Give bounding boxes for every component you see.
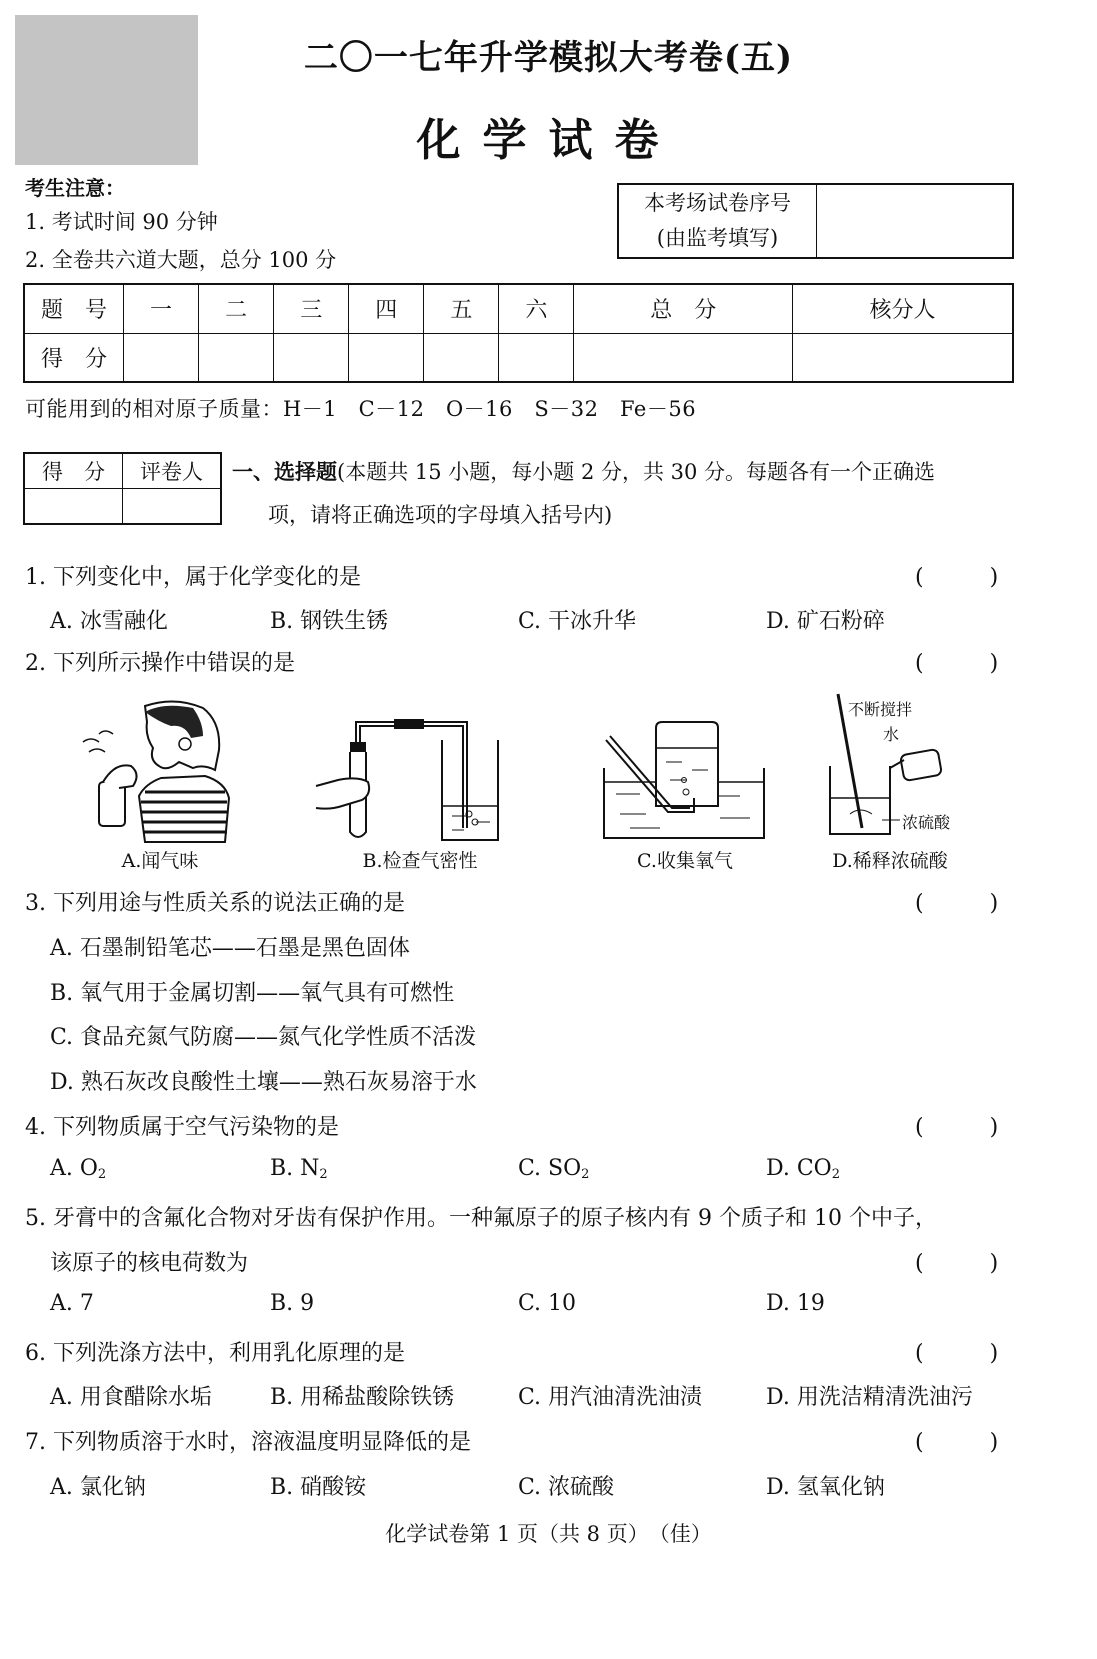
figure-label: B.检查气密性 <box>362 850 478 872</box>
score-header: 题 号 <box>24 284 124 333</box>
seat-label-2: (由监考填写) <box>656 226 779 250</box>
option[interactable]: D. 氢氧化钠 <box>766 1475 885 1500</box>
question-stem: 6. 下列洗涤方法中，利用乳化原理的是 <box>25 1341 405 1366</box>
score-header: 总 分 <box>574 284 793 333</box>
option[interactable]: A. 冰雪融化 <box>50 609 168 634</box>
question-stem-cont: 该原子的核电荷数为 <box>50 1251 249 1276</box>
score-cell[interactable] <box>424 333 499 382</box>
option[interactable]: C. $SO_2$ <box>518 1156 590 1182</box>
option[interactable]: A. $O_2$ <box>50 1156 107 1182</box>
seat-number-field[interactable] <box>817 184 1014 258</box>
section-name: 一、选择题 <box>232 459 337 484</box>
seat-number-box <box>617 183 1014 259</box>
option[interactable]: D. 熟石灰改良酸性土壤——熟石灰易溶于水 <box>50 1070 477 1095</box>
option[interactable]: A. 石墨制铅笔芯——石墨是黑色固体 <box>50 936 410 961</box>
subject-title: 化学试卷 <box>416 115 681 166</box>
option[interactable]: D. 矿石粉碎 <box>766 609 885 634</box>
answer-paren[interactable]: ( ) <box>915 651 999 676</box>
option[interactable]: B. 用稀盐酸除铁锈 <box>270 1385 455 1410</box>
section-desc-2: 项，请将正确选项的字母填入括号内) <box>268 503 613 527</box>
airtight-check-illustration <box>312 710 502 845</box>
question-stem: 5. 牙膏中的含氟化合物对牙齿有保护作用。一种氟原子的原子核内有 9 个质子和 10 个中子， <box>25 1206 937 1231</box>
option[interactable]: D. $CO_2$ <box>766 1156 840 1182</box>
score-header: 六 <box>499 284 574 333</box>
oxygen-collection-illustration <box>600 718 770 840</box>
grader-header: 得 分 <box>24 453 123 488</box>
smell-illustration <box>75 692 235 844</box>
score-header: 五 <box>424 284 499 333</box>
option[interactable]: C. 用汽油清洗油渍 <box>518 1385 703 1410</box>
option[interactable]: B. $N_2$ <box>270 1156 328 1182</box>
seat-label-1: 本考场试卷序号 <box>644 191 791 215</box>
option[interactable]: A. 氯化钠 <box>50 1475 146 1500</box>
option[interactable]: A. 用食醋除水垢 <box>50 1385 212 1410</box>
notes-heading: 考生注意： <box>25 176 125 200</box>
score-cell[interactable] <box>499 333 574 382</box>
question-stem: 4. 下列物质属于空气污染物的是 <box>25 1115 339 1140</box>
section-grader-box <box>23 452 222 525</box>
score-cell[interactable] <box>274 333 349 382</box>
option[interactable]: A. 7 <box>50 1291 94 1316</box>
answer-paren[interactable]: ( ) <box>915 1341 999 1366</box>
answer-paren[interactable]: ( ) <box>915 1251 999 1276</box>
option[interactable]: B. 钢铁生锈 <box>270 609 389 634</box>
score-table <box>23 283 1014 383</box>
option[interactable]: C. 10 <box>518 1291 577 1316</box>
option[interactable]: B. 氧气用于金属切割——氧气具有可燃性 <box>50 981 455 1006</box>
option[interactable]: D. 19 <box>766 1291 825 1316</box>
figure-label: D.稀释浓硫酸 <box>832 850 948 872</box>
score-cell[interactable] <box>124 333 199 382</box>
score-row-label: 得 分 <box>24 333 124 382</box>
option[interactable]: C. 干冰升华 <box>518 609 637 634</box>
grader-name-cell[interactable] <box>123 488 222 524</box>
option[interactable]: C. 浓硫酸 <box>518 1475 615 1500</box>
grader-header: 评卷人 <box>123 453 222 488</box>
note-item: 2. 全卷共六道大题，总分 100 分 <box>25 248 337 272</box>
score-header: 四 <box>349 284 424 333</box>
question-stem: 3. 下列用途与性质关系的说法正确的是 <box>25 891 405 916</box>
score-cell[interactable] <box>793 333 1013 382</box>
answer-paren[interactable]: ( ) <box>915 1430 999 1455</box>
option[interactable]: D. 用洗洁精清洗油污 <box>766 1385 973 1410</box>
fig-d-label-acid: 浓硫酸 <box>902 813 951 832</box>
figure-label: A.闻气味 <box>121 850 199 872</box>
score-header: 二 <box>199 284 274 333</box>
score-header: 三 <box>274 284 349 333</box>
question-stem: 1. 下列变化中，属于化学变化的是 <box>25 565 361 590</box>
score-header: 核分人 <box>793 284 1013 333</box>
option[interactable]: B. 9 <box>270 1291 315 1316</box>
section-title <box>232 450 1012 537</box>
answer-paren[interactable]: ( ) <box>915 891 999 916</box>
fig-d-label-water: 水 <box>883 725 900 744</box>
answer-paren[interactable]: ( ) <box>915 1115 999 1140</box>
grader-score-cell[interactable] <box>24 488 123 524</box>
question-stem: 7. 下列物质溶于水时，溶液温度明显降低的是 <box>25 1430 471 1455</box>
answer-paren[interactable]: ( ) <box>915 565 999 590</box>
option[interactable]: C. 食品充氮气防腐——氮气化学性质不活泼 <box>50 1025 477 1050</box>
score-cell[interactable] <box>349 333 424 382</box>
figure-label: C.收集氧气 <box>637 850 733 872</box>
atomic-mass-line: 可能用到的相对原子质量：H－1 C－12 O－16 S－32 Fe－56 <box>25 397 697 421</box>
section-desc-1: (本题共 15 小题，每小题 2 分，共 30 分。每题各有一个正确选 <box>337 460 936 484</box>
score-header: 一 <box>124 284 199 333</box>
question-stem: 2. 下列所示操作中错误的是 <box>25 651 295 676</box>
fig-d-label-stir: 不断搅拌 <box>848 700 913 719</box>
note-item: 1. 考试时间 90 分钟 <box>25 210 218 234</box>
exam-title: 二〇一七年升学模拟大考卷(五) <box>303 38 794 78</box>
option[interactable]: B. 硝酸铵 <box>270 1475 367 1500</box>
score-cell[interactable] <box>574 333 793 382</box>
page-footer: 化学试卷第 1 页（共 8 页） （佳） <box>385 1522 712 1546</box>
score-cell[interactable] <box>199 333 274 382</box>
